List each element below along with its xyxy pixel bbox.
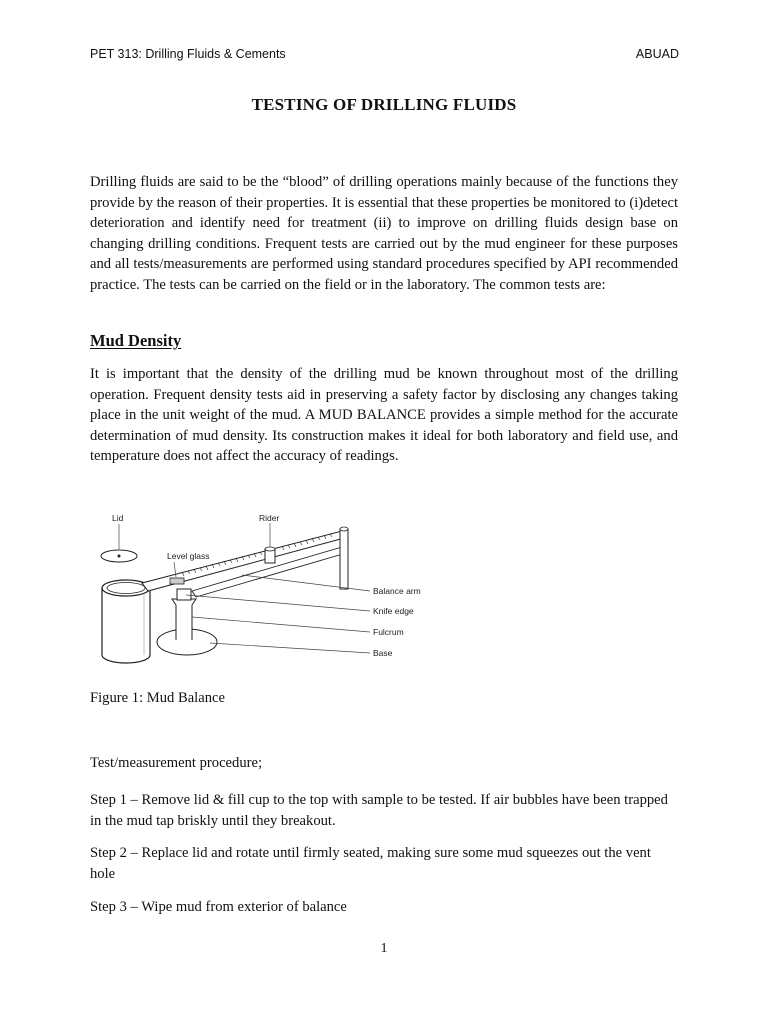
level-glass-drawing bbox=[170, 578, 184, 584]
procedure-step-1: Step 1 – Remove lid & fill cup to the top with sample to be tested. If air bubbles have been trapped in the mud tap briskly until they breakout. bbox=[90, 792, 668, 829]
label-rider: Rider bbox=[259, 513, 280, 523]
label-balance-arm: Balance arm bbox=[373, 586, 421, 596]
figure-caption: Figure 1: Mud Balance bbox=[90, 690, 225, 706]
procedure-step-2: Step 2 – Replace lid and rotate until firmly seated, making sure some mud squeezes out the vent hole bbox=[90, 845, 651, 882]
document-title: TESTING OF DRILLING FLUIDS bbox=[251, 95, 517, 114]
procedure-intro: Test/measurement procedure; bbox=[90, 755, 263, 771]
label-fulcrum: Fulcrum bbox=[373, 627, 404, 637]
mud-density-paragraph: It is important that the density of the drilling mud be known throughout most of the drilling operation. Frequent density tests aid in preserving a safety factor by disclosing any changes taking place in the unit weight of the mud. A MUD BALANCE provides a simple method for the accurate determination of mud density. Its construction makes it ideal for both laboratory and field use, and temperature does not affect the accuracy of readings. bbox=[90, 366, 678, 464]
page-number: 1 bbox=[380, 941, 388, 956]
mud-balance-figure bbox=[92, 505, 422, 670]
header-institution: ABUAD bbox=[635, 47, 679, 61]
label-level-glass: Level glass bbox=[167, 551, 210, 561]
label-base: Base bbox=[373, 648, 393, 658]
header-course: PET 313: Drilling Fluids & Cements bbox=[90, 47, 286, 61]
cup-drawing bbox=[102, 588, 150, 663]
intro-paragraph: Drilling fluids are said to be the “blood” of drilling operations mainly because of the functions they provide by the reason of their properties. It is essential that these properties be monitored to (i)detect deterioration and identify need for treatment (ii) to improve on drilling fluids design base on changing drilling conditions. Frequent tests are carried out by the mud engineer for these purposes and all tests/measurements are performed using standard procedures specified by API recommended practice. The tests can be carried on the field or in the laboratory. The common tests are: bbox=[90, 174, 678, 293]
section-heading-mud-density: Mud Density bbox=[90, 331, 182, 350]
label-knife-edge: Knife edge bbox=[373, 606, 414, 616]
procedure-step-3: Step 3 – Wipe mud from exterior of balance bbox=[90, 899, 347, 915]
fulcrum-drawing bbox=[172, 599, 196, 640]
counterweight-drawing bbox=[340, 529, 348, 589]
label-lid: Lid bbox=[112, 513, 124, 523]
